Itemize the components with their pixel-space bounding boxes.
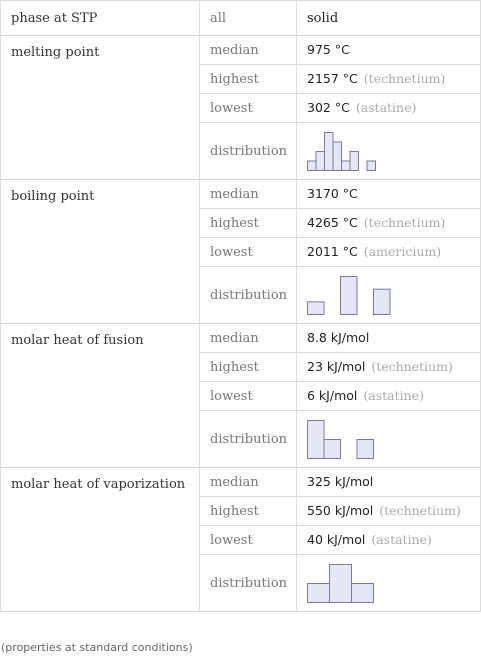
distribution-histogram bbox=[307, 563, 375, 603]
value-text: 40 kJ/mol bbox=[307, 532, 366, 547]
value-text: 550 kJ/mol bbox=[307, 503, 374, 518]
stat-value-highest bbox=[297, 209, 481, 238]
histogram-bar bbox=[333, 142, 342, 171]
property-name: molar heat of fusion bbox=[1, 324, 200, 468]
property-row-median bbox=[1, 36, 481, 65]
histogram-bar bbox=[325, 133, 334, 171]
element-note: (technetium) bbox=[371, 359, 453, 374]
stat-label-highest: highest bbox=[200, 65, 297, 94]
histogram-bar bbox=[316, 152, 325, 171]
property-name: molar heat of vaporization bbox=[1, 468, 200, 612]
histogram-bar bbox=[308, 161, 317, 171]
value-text: 3170 °C bbox=[307, 186, 358, 201]
element-note: (americium) bbox=[363, 244, 442, 259]
stat-label-lowest: lowest bbox=[200, 94, 297, 123]
element-note: (astatine) bbox=[371, 532, 432, 547]
stat-label-highest: highest bbox=[200, 497, 297, 526]
histogram-bar bbox=[341, 277, 358, 315]
property-row-median bbox=[1, 324, 481, 353]
stat-value-median bbox=[297, 468, 481, 497]
value-text: 975 °C bbox=[307, 42, 350, 57]
value-text: 302 °C bbox=[307, 100, 350, 115]
value-text: 2011 °C bbox=[307, 244, 358, 259]
stat-label-distribution: distribution bbox=[200, 555, 297, 612]
stat-value-distribution bbox=[297, 123, 481, 180]
stat-value-highest bbox=[297, 65, 481, 94]
value-text: 8.8 kJ/mol bbox=[307, 330, 370, 345]
value-text: 6 kJ/mol bbox=[307, 388, 358, 403]
stat-value-lowest bbox=[297, 526, 481, 555]
stat-label-median: median bbox=[200, 468, 297, 497]
stat-value-distribution bbox=[297, 267, 481, 324]
footer-note: (properties at standard conditions) bbox=[1, 641, 193, 654]
stat-label-median: median bbox=[200, 36, 297, 65]
distribution-histogram bbox=[307, 131, 377, 171]
header-solid-label: solid bbox=[297, 1, 481, 36]
stat-value-lowest bbox=[297, 382, 481, 411]
element-note: (astatine) bbox=[363, 388, 424, 403]
stat-label-lowest: lowest bbox=[200, 382, 297, 411]
stat-value-distribution bbox=[297, 411, 481, 468]
header-row bbox=[1, 1, 481, 36]
histogram-bar bbox=[308, 421, 325, 459]
stat-label-distribution: distribution bbox=[200, 123, 297, 180]
stat-value-median bbox=[297, 180, 481, 209]
histogram-bar bbox=[367, 161, 376, 171]
histogram-bar bbox=[308, 584, 330, 603]
stat-value-median bbox=[297, 324, 481, 353]
value-text: 2157 °C bbox=[307, 71, 358, 86]
histogram-bar bbox=[330, 565, 352, 603]
distribution-histogram bbox=[307, 275, 392, 315]
stat-value-lowest bbox=[297, 94, 481, 123]
histogram-bar bbox=[352, 584, 374, 603]
property-row-median bbox=[1, 180, 481, 209]
stat-label-highest: highest bbox=[200, 209, 297, 238]
stat-value-median bbox=[297, 36, 481, 65]
histogram-bar bbox=[324, 440, 341, 459]
stat-label-median: median bbox=[200, 180, 297, 209]
value-text: 4265 °C bbox=[307, 215, 358, 230]
property-name: melting point bbox=[1, 36, 200, 180]
stat-value-distribution bbox=[297, 555, 481, 612]
value-text: 23 kJ/mol bbox=[307, 359, 366, 374]
stat-label-median: median bbox=[200, 324, 297, 353]
histogram-bar bbox=[350, 152, 359, 171]
stat-label-lowest: lowest bbox=[200, 238, 297, 267]
header-phase-label: phase at STP bbox=[1, 1, 200, 36]
histogram-bar bbox=[357, 440, 374, 459]
stat-label-highest: highest bbox=[200, 353, 297, 382]
histogram-bar bbox=[342, 161, 351, 171]
property-name: boiling point bbox=[1, 180, 200, 324]
header-all-label: all bbox=[200, 1, 297, 36]
stat-value-lowest bbox=[297, 238, 481, 267]
stat-label-distribution: distribution bbox=[200, 267, 297, 324]
property-row-median bbox=[1, 468, 481, 497]
element-note: (technetium) bbox=[379, 503, 461, 518]
stat-value-highest bbox=[297, 353, 481, 382]
histogram-bar bbox=[308, 302, 325, 315]
element-note: (technetium) bbox=[363, 215, 446, 230]
distribution-histogram bbox=[307, 419, 375, 459]
stat-label-lowest: lowest bbox=[200, 526, 297, 555]
element-note: (technetium) bbox=[363, 71, 446, 86]
stat-value-highest bbox=[297, 497, 481, 526]
element-note: (astatine) bbox=[355, 100, 417, 115]
histogram-bar bbox=[374, 289, 391, 314]
value-text: 325 kJ/mol bbox=[307, 474, 374, 489]
stat-label-distribution: distribution bbox=[200, 411, 297, 468]
